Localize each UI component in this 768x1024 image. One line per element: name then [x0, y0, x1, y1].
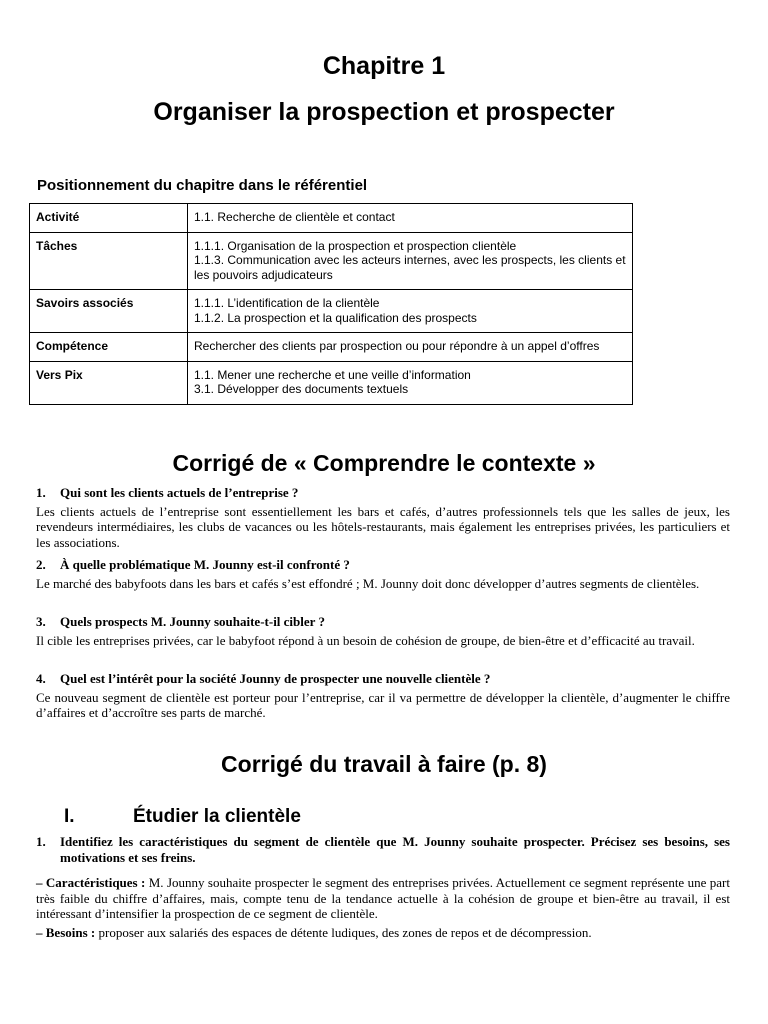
context-heading: Corrigé de « Comprendre le contexte »	[172, 450, 596, 476]
answer: Les clients actuels de l’entreprise sont essentiellement les bars et cafés, d’autres professionnels tels que les salles de jeux, les revendeurs intermédiaires, les clubs de vacances ou les hôtels-restaurants, mais également les entreprises privées, les particuliers et les associations.	[36, 503, 730, 550]
question	[36, 485, 730, 501]
row-key: Compétence	[30, 333, 188, 362]
question-number: 1.	[36, 485, 46, 500]
section-title: Étudier la clientèle	[133, 806, 301, 827]
row-line: 1.1.3. Communication avec les acteurs internes, avec les prospects, les clients et les pouvoirs adjudicateurs	[194, 253, 626, 282]
question-number: 3.	[36, 614, 46, 629]
caracteristiques-text: M. Jounny souhaite prospecter le segment des entreprises privées. Actuellement ce segment représente une part très faible du chiffre d’affaires, mais, compte tenu de la tendance actuelle à la cohésion de groupe et bien-être au travail, il est intéressant d’intensifier la prospection de ce segment de clientèle.	[36, 875, 730, 921]
row-key: Vers Pix	[30, 361, 188, 404]
section-heading	[64, 806, 301, 828]
table-row	[30, 290, 633, 333]
caracteristiques-label: – Caractéristiques :	[36, 875, 146, 890]
context-item-1	[36, 485, 730, 550]
section-number: I.	[64, 806, 75, 827]
row-value	[188, 204, 633, 233]
work-heading: Corrigé du travail à faire (p. 8)	[221, 751, 547, 777]
question-text: Quel est l’intérêt pour la société Jounny de prospecter une nouvelle clientèle ?	[60, 671, 491, 686]
besoins-text: proposer aux salariés des espaces de détente ludiques, des zones de repos et de décompression.	[95, 925, 592, 940]
context-item-4	[36, 671, 730, 721]
work-question	[36, 834, 730, 866]
context-item-2	[36, 557, 730, 591]
row-line: 1.1. Recherche de clientèle et contact	[194, 210, 395, 224]
positioning-heading: Positionnement du chapitre dans le référentiel	[37, 177, 368, 194]
chapter-subtitle: Organiser la prospection et prospecter	[153, 98, 615, 126]
table-row	[30, 333, 633, 362]
question-text: À quelle problématique M. Jounny est-il confronté ?	[60, 557, 350, 572]
table-row	[30, 361, 633, 404]
context-item-3	[36, 614, 730, 648]
question	[36, 557, 730, 573]
question-number: 4.	[36, 671, 46, 686]
row-value	[188, 333, 633, 362]
row-value	[188, 290, 633, 333]
chapter-title: Chapitre 1	[322, 52, 446, 80]
row-key: Activité	[30, 204, 188, 233]
answer: Le marché des babyfoots dans les bars et cafés s’est effondré ; M. Jounny doit donc développer d’autres segments de clientèles.	[36, 575, 700, 591]
answer: Il cible les entreprises privées, car le babyfoot répond à un besoin de cohésion de groupe, de bien-être et d’efficacité au travail.	[36, 632, 695, 648]
question-text: Quels prospects M. Jounny souhaite-t-il cibler ?	[60, 614, 325, 629]
answer: Ce nouveau segment de clientèle est porteur pour l’entreprise, car il va permettre de développer la clientèle, d’augmenter le chiffre d’affaires et d’accroître ses parts de marché.	[36, 689, 730, 720]
row-line: 1.1.2. La prospection et la qualification des prospects	[194, 310, 477, 325]
row-line: 1.1. Mener une recherche et une veille d’information	[194, 367, 471, 382]
row-line: 1.1.1. Organisation de la prospection et prospection clientèle	[194, 238, 517, 253]
row-line: Rechercher des clients par prospection ou pour répondre à un appel d’offres	[194, 339, 600, 353]
question-number: 2.	[36, 557, 46, 572]
row-line: 1.1.1. L’identification de la clientèle	[194, 296, 380, 310]
question	[36, 614, 730, 630]
question-number: 1.	[36, 834, 46, 849]
besoins-label: – Besoins :	[36, 925, 96, 940]
table-row	[30, 204, 633, 233]
question	[36, 671, 730, 687]
row-value	[188, 232, 633, 290]
row-key: Savoirs associés	[30, 290, 188, 333]
positioning-table	[29, 203, 633, 405]
question-text: Qui sont les clients actuels de l’entreprise ?	[60, 485, 299, 500]
table-row	[30, 232, 633, 290]
row-value	[188, 361, 633, 404]
besoins-paragraph	[36, 925, 730, 941]
question-text: Identifiez les caractéristiques du segment de clientèle que M. Jounny souhaite prospecter. Précisez ses besoins, ses motivations et ses freins.	[60, 834, 730, 865]
row-key: Tâches	[30, 232, 188, 290]
row-line: 3.1. Développer des documents textuels	[194, 382, 409, 396]
caracteristiques-paragraph	[36, 875, 730, 922]
